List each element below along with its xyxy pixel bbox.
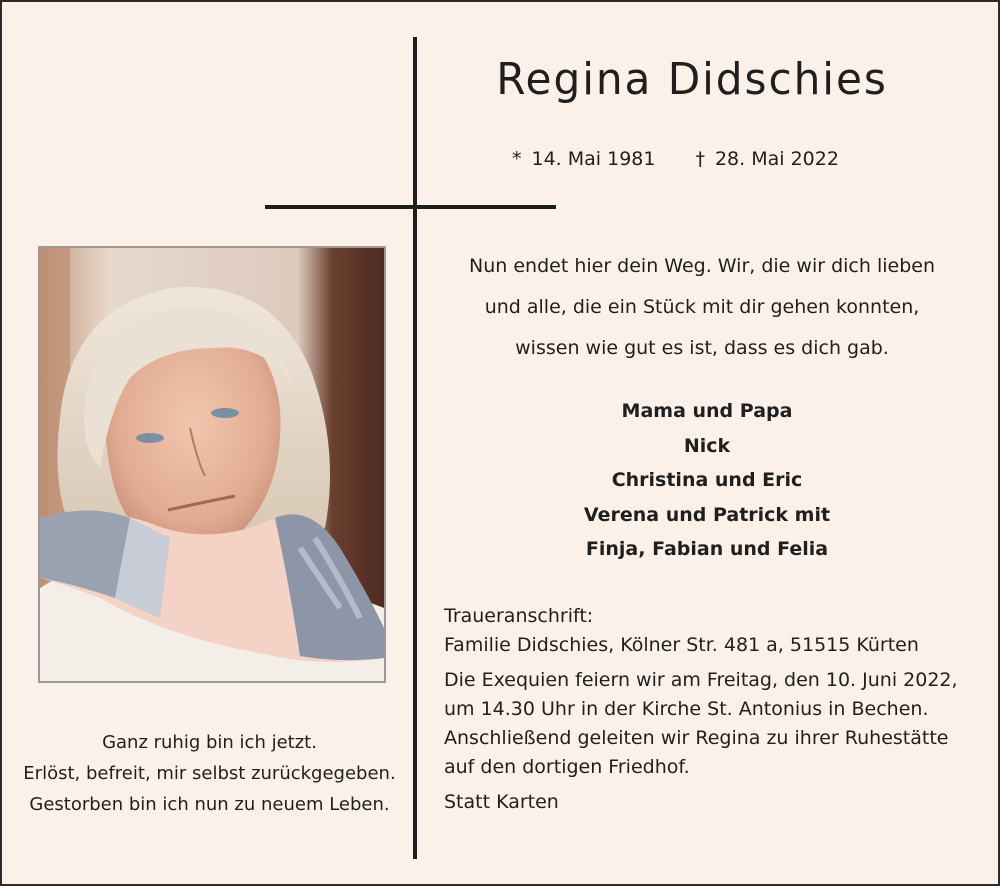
life-dates	[512, 148, 912, 170]
mourner-line: Nick	[683, 434, 731, 457]
death-date: 28. Mai 2022	[714, 148, 839, 170]
closing-note: Statt Karten	[444, 791, 559, 813]
service-line: Anschließend geleiten wir Regina zu ihrer Ruhestätte	[444, 727, 949, 749]
service-line: auf den dortigen Friedhof.	[444, 756, 690, 778]
cross-vertical-bar	[413, 37, 417, 859]
address-label: Traueranschrift:	[444, 605, 594, 627]
verse-line: Gestorben bin ich nun zu neuem Leben.	[29, 794, 390, 815]
verse-line: und alle, die ein Stück mit dir gehen konnten,	[484, 296, 920, 318]
birth-date: 14. Mai 1981	[531, 148, 656, 170]
verse-line: Ganz ruhig bin ich jetzt.	[102, 732, 317, 753]
cross-horizontal-bar	[265, 205, 556, 209]
mourner-line: Mama und Papa	[621, 400, 793, 422]
service-line: Die Exequien feiern wir am Freitag, den 10. Juni 2022,	[444, 669, 958, 691]
verse-right	[432, 246, 972, 369]
verse-line: Nun endet hier dein Weg. Wir, die wir dich lieben	[469, 255, 935, 277]
birth-symbol: *	[512, 148, 522, 170]
deceased-name: Regina Didschies	[496, 54, 888, 105]
verse-line: wissen wie gut es ist, dass es dich gab.	[515, 337, 889, 359]
death-symbol: †	[695, 148, 705, 170]
verse-left	[7, 727, 412, 820]
service-line: um 14.30 Uhr in der Kirche St. Antonius in Bechen.	[444, 698, 929, 720]
address-line: Familie Didschies, Kölner Str. 481 a, 51515 Kürten	[444, 634, 919, 656]
mourners-list	[432, 394, 982, 567]
verse-line: Erlöst, befreit, mir selbst zurückgegeben.	[23, 763, 396, 784]
funeral-info	[444, 602, 994, 817]
mourner-line: Finja, Fabian und Felia	[585, 538, 829, 560]
mourner-line: Christina und Eric	[611, 469, 803, 491]
mourner-line: Verena und Patrick mit	[583, 503, 831, 526]
portrait-photo	[38, 246, 386, 683]
